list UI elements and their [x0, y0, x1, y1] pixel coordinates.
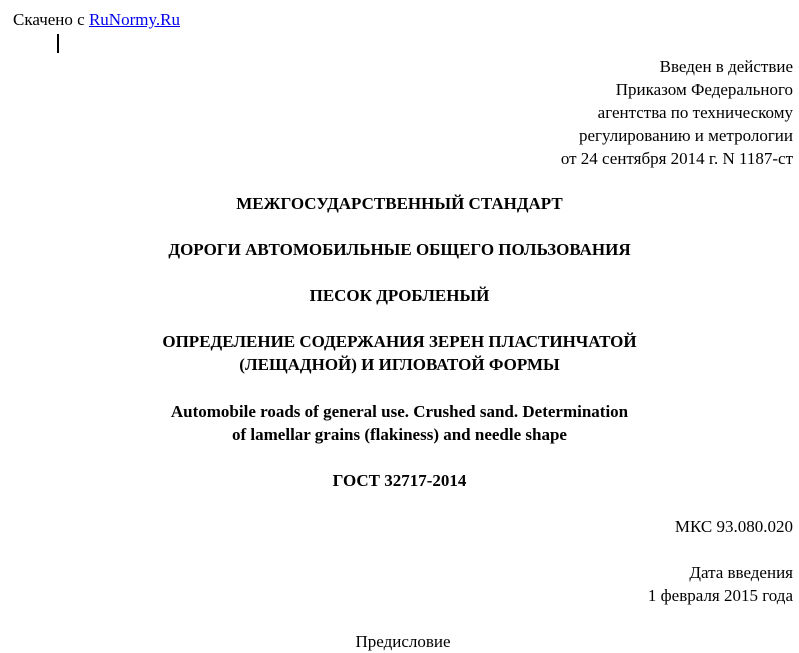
enactment-line: агентства по техническому [597, 103, 793, 122]
preface-heading: Предисловие [355, 632, 451, 651]
gost-number: ГОСТ 32717-2014 [332, 471, 467, 490]
roads-heading: ДОРОГИ АВТОМОБИЛЬНЫЕ ОБЩЕГО ПОЛЬЗОВАНИЯ [168, 240, 631, 259]
enactment-line: Приказом Федерального [615, 80, 793, 99]
text-cursor [57, 34, 59, 53]
english-title-line-1: Automobile roads of general use. Crushed sand. Determination [170, 402, 629, 421]
sand-heading: ПЕСОК ДРОБЛЕНЫЙ [309, 286, 490, 305]
enactment-line: от 24 сентября 2014 г. N 1187-ст [560, 149, 793, 168]
source-prefix: Скачено с [13, 10, 89, 29]
standard-type-heading: МЕЖГОСУДАРСТВЕННЫЙ СТАНДАРТ [236, 194, 563, 213]
definition-heading-line-2: (ЛЕЩАДНОЙ) И ИГЛОВАТОЙ ФОРМЫ [239, 355, 560, 374]
enactment-block [561, 55, 793, 170]
enactment-line: Введен в действие [659, 57, 793, 76]
effective-date-value: 1 февраля 2015 года [647, 586, 793, 605]
english-title-line-2: of lamellar grains (flakiness) and needle shape [232, 425, 567, 444]
enactment-line: регулированию и метрологии [578, 126, 793, 145]
source-line [13, 9, 180, 31]
source-link[interactable]: RuNormy.Ru [88, 10, 180, 29]
effective-date-label: Дата введения [689, 563, 793, 582]
mks-code: МКС 93.080.020 [674, 517, 793, 536]
definition-heading-line-1: ОПРЕДЕЛЕНИЕ СОДЕРЖАНИЯ ЗЕРЕН ПЛАСТИНЧАТОЙ [162, 332, 637, 351]
